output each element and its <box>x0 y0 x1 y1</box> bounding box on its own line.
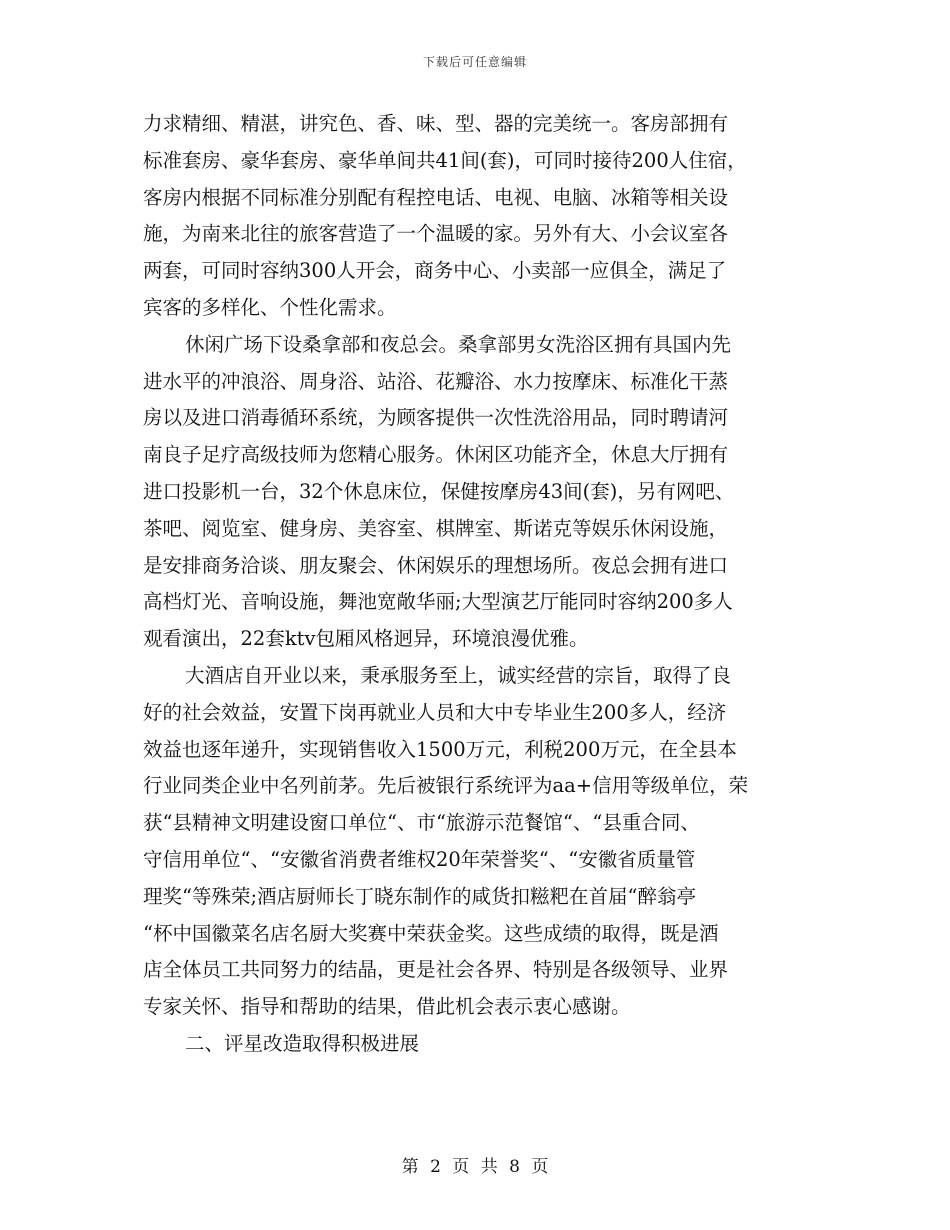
text-line: 标准套房、豪华套房、豪华单间共41间(套)，可同时接待200人住宿， <box>143 148 747 172</box>
text-line: 二、评星改造取得积极进展 <box>185 1031 420 1055</box>
text-line: 力求精细、精湛，讲究色、香、味、型、器的完美统一。客房部拥有 <box>143 112 729 135</box>
section-heading <box>143 1026 811 1063</box>
text-line: 店全体员工共同努力的结晶，更是社会各界、特别是各级领导、业界 <box>143 958 729 982</box>
text-line: 好的社会效益，安置下岗再就业人员和大中专毕业生200多人，经济 <box>143 700 727 724</box>
text-line: 获“县精神文明建设窗口单位“、市“旅游示范餐馆“、“县重合同、 <box>143 811 700 835</box>
text-line: 守信用单位“、“安徽省消费者维权20年荣誉奖“、“安徽省质量管 <box>143 847 696 871</box>
paragraph <box>143 327 811 658</box>
text-line: 高档灯光、音响设施，舞池宽敞华丽;大型演艺厅能同时容纳200多人 <box>143 590 733 614</box>
text-line: 南良子足疗高级技师为您精心服务。休闲区功能齐全，休息大厅拥有 <box>143 443 729 467</box>
page-footer: 第 2 页 共 8 页 <box>401 1157 549 1177</box>
text-line: 两套，可同时容纳300人开会，商务中心、小卖部一应俱全，满足了 <box>143 259 727 283</box>
text-line: 施，为南来北往的旅客营造了一个温暖的家。另外有大、小会议室各 <box>143 222 729 246</box>
body-text <box>143 106 811 1063</box>
text-line: 休闲广场下设桑拿部和夜总会。桑拿部男女洗浴区拥有具国内先 <box>185 332 732 356</box>
text-line: 房以及进口消毒循环系统，为顾客提供一次性洗浴用品，同时聘请河 <box>143 406 729 430</box>
text-line: 效益也逐年递升，实现销售收入1500万元，利税200万元，在全县本 <box>143 737 737 761</box>
text-line: “杯中国徽菜名店名厨大奖赛中荣获金奖。这些成绩的取得，既是酒 <box>143 921 719 945</box>
text-line: 进水平的冲浪浴、周身浴、站浴、花瓣浴、水力按摩床、标准化干蒸 <box>143 369 729 393</box>
page-header: 下载后可任意编辑 <box>422 55 527 69</box>
text-line: 茶吧、阅览室、健身房、美容室、棋牌室、斯诺克等娱乐休闲设施， <box>143 516 729 540</box>
text-line: 专家关怀、指导和帮助的结果，借此机会表示衷心感谢。 <box>143 995 631 1019</box>
paragraph <box>143 106 811 327</box>
text-line: 大酒店自开业以来，秉承服务至上，诚实经营的宗旨，取得了良 <box>185 663 732 687</box>
text-line: 观看演出，22套ktv包厢风格迥异，环境浪漫优雅。 <box>143 627 589 651</box>
text-line: 理奖“等殊荣;酒店厨师长丁晓东制作的咸货扣糍粑在首届“醉翁亭 <box>143 884 697 908</box>
text-line: 进口投影机一台，32个休息床位，保健按摩房43间(套)，另有网吧、 <box>143 479 735 503</box>
text-line: 宾客的多样化、个性化需求。 <box>143 295 397 319</box>
paragraph <box>143 658 811 1026</box>
text-line: 行业同类企业中名列前茅。先后被银行系统评为aa+信用等级单位，荣 <box>143 774 749 798</box>
text-line: 客房内根据不同标准分别配有程控电话、电视、电脑、冰箱等相关设 <box>143 185 729 209</box>
text-line: 是安排商务洽谈、朋友聚会、休闲娱乐的理想场所。夜总会拥有进口 <box>143 553 729 577</box>
